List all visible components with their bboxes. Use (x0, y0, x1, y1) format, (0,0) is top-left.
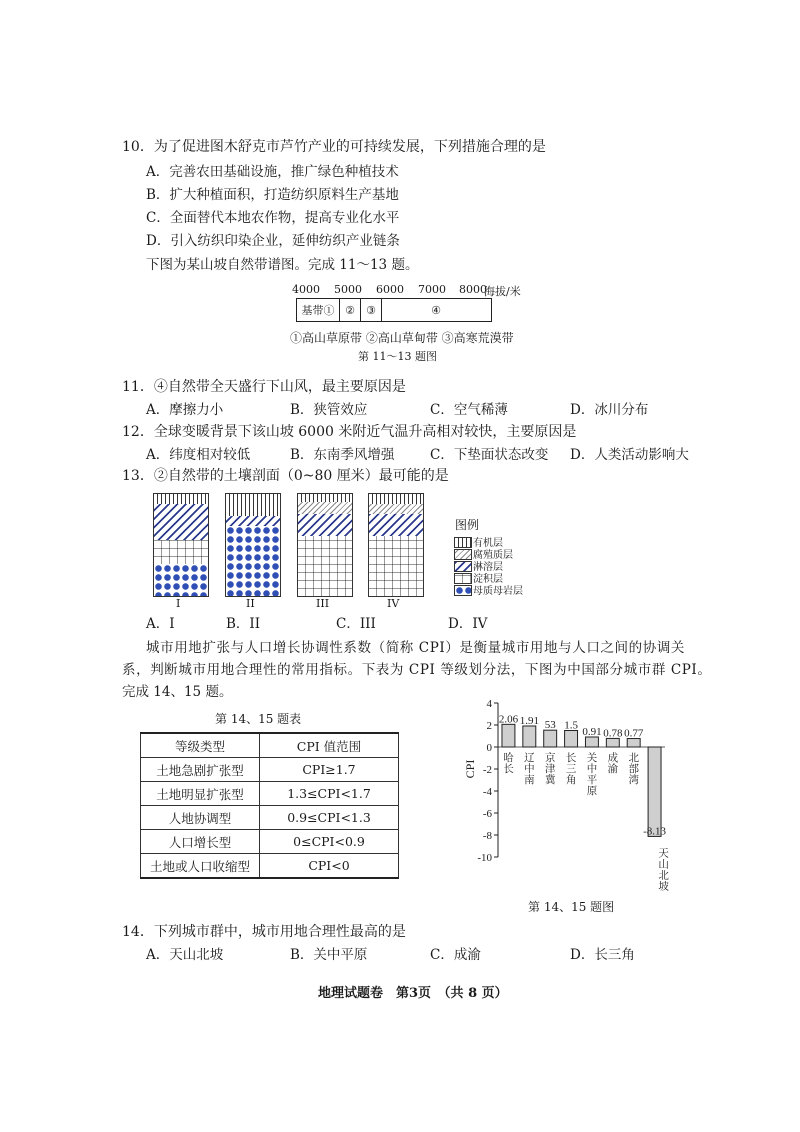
q12-option-b: B．东南季风增强 (290, 447, 395, 463)
bar (585, 737, 598, 747)
band-4: ④ (431, 303, 441, 317)
category-label: 长三角 (565, 753, 577, 786)
y-tick-label: -6 (482, 808, 492, 820)
layer-leaching (226, 516, 280, 526)
category-label: 哈长 (503, 753, 514, 775)
table-row (141, 830, 399, 854)
profile-label-3: III (316, 597, 330, 610)
bar-value-label: 0.78 (603, 727, 623, 740)
table-header-grade: 等级类型 (141, 733, 260, 758)
band-3: ③ (361, 299, 382, 321)
legend-label-leaching: 淋溶层 (473, 562, 503, 573)
layer-deposit (369, 536, 423, 596)
altitude-legend: ①高山草原带 ②高山草甸带 ③高寒荒漠带 (290, 331, 514, 345)
table-cell: CPI<0 (260, 854, 399, 879)
q10-option-c: C．全面替代本地农作物，提高专业化水平 (146, 210, 400, 226)
q14-option-c: C．成渝 (430, 947, 481, 963)
y-tick-label: -10 (477, 852, 492, 864)
table-header-range: CPI 值范围 (260, 733, 399, 758)
q11-option-c: C．空气稀薄 (430, 402, 508, 418)
cpi-grade-table (140, 732, 399, 879)
layer-organic (226, 494, 280, 516)
bar (502, 724, 515, 747)
table-cell: 土地急剧扩张型 (141, 758, 260, 782)
layer-leaching (369, 514, 423, 536)
table-row (141, 854, 399, 879)
table-cell: 0≤CPI<0.9 (260, 830, 399, 854)
q12-option-c: C．下垫面状态改变 (430, 447, 549, 463)
bar (606, 738, 619, 747)
layer-humus (369, 504, 423, 514)
band-base-1: 基带① (297, 299, 340, 321)
legend-swatch-organic (454, 537, 472, 548)
legend-label-organic: 有机层 (473, 538, 503, 549)
soil-profile-4 (368, 493, 424, 597)
table-header-row (141, 733, 399, 758)
q11-option-d: D．冰川分布 (570, 402, 649, 418)
layer-parent (226, 526, 280, 596)
q11-option-b: B．狭管效应 (290, 402, 368, 418)
legend-swatch-leaching (454, 561, 472, 572)
bar (648, 747, 661, 836)
q14-option-d: D．长三角 (570, 947, 635, 963)
q10-option-b: B．扩大种植面积，打造纺织原料生产基地 (146, 187, 399, 203)
table-cell: 土地明显扩张型 (141, 782, 260, 806)
alt-tick-4000: 4000 (292, 283, 320, 296)
table-row (141, 806, 399, 830)
alt-tick-5000: 5000 (334, 283, 362, 296)
intro-14-15-line1: 城市用地扩张与人口增长协调性系数（简称 CPI）是衡量城市用地与人口之间的协调关 (146, 640, 686, 656)
q10-option-a: A．完善农田基础设施，推广绿色种植技术 (146, 164, 399, 180)
intro-14-15-line2: 系，判断城市用地合理性的常用指标。下表为 CPI 等级划分法，下图为中国部分城市群 CPI。 (122, 662, 712, 678)
q12-option-a: A．纬度相对较低 (146, 447, 251, 463)
alt-tick-7000: 7000 (418, 283, 446, 296)
category-label: 辽中南 (524, 753, 535, 786)
y-tick-label: -4 (482, 786, 492, 798)
q13-stem: 13．②自然带的土壤剖面（0~80 厘米）最可能的是 (122, 468, 449, 484)
layer-organic (369, 494, 423, 504)
legend-label-deposit: 淀积层 (473, 574, 503, 585)
bar (544, 730, 557, 747)
y-tick-label: -2 (482, 764, 492, 776)
q11-stem: 11．④自然带全天盛行下山风，最主要原因是 (122, 379, 406, 395)
q13-option-d: D．IV (448, 616, 488, 632)
y-tick-label: 4 (486, 698, 492, 710)
bar (565, 731, 578, 748)
q10-stem: 10．为了促进图木舒克市芦竹产业的可持续发展，下列措施合理的是 (122, 139, 546, 155)
legend-swatch-parent (454, 585, 472, 596)
q13-option-a: A．I (146, 616, 175, 632)
table-cell: 人地协调型 (141, 806, 260, 830)
layer-humus (298, 502, 352, 514)
soil-profile-2 (225, 493, 281, 597)
profile-label-4: IV (387, 597, 400, 610)
chart-caption: 第 14、15 题图 (528, 900, 615, 914)
layer-leaching (298, 514, 352, 536)
y-axis-label: CPI (463, 759, 477, 779)
layer-leaching (154, 504, 208, 540)
q13-option-c: C．III (336, 616, 376, 632)
table-row (141, 758, 399, 782)
layer-parent (154, 564, 208, 596)
q11-option-a: A．摩擦力小 (146, 402, 224, 418)
bar-value-label: 1.5 (564, 719, 578, 732)
alt-tick-8000: 8000 (459, 283, 487, 296)
category-label: 成渝 (607, 753, 619, 775)
layer-deposit (298, 536, 352, 596)
q12-option-d: D．人类活动影响大 (570, 447, 689, 463)
category-label: 关中平原 (586, 753, 598, 797)
table-cell: 1.3≤CPI<1.7 (260, 782, 399, 806)
bar-value-label: 0.77 (624, 727, 644, 740)
band-2: ② (340, 299, 361, 321)
soil-profile-3 (297, 493, 353, 597)
q12-stem: 12．全球变暖背景下该山坡 6000 米附近气温升高相对较快，主要原因是 (122, 424, 577, 440)
table-caption: 第 14、15 题表 (215, 712, 302, 726)
altitude-band-box (296, 298, 492, 322)
y-tick-label: 2 (486, 720, 492, 732)
q14-option-a: A．天山北坡 (146, 947, 224, 963)
bar (523, 726, 536, 747)
legend-swatch-deposit (454, 573, 472, 584)
profile-label-2: II (246, 597, 255, 610)
table-cell: CPI≥1.7 (260, 758, 399, 782)
intro-14-15-line3: 完成 14、15 题。 (122, 684, 233, 700)
table-cell: 土地或人口收缩型 (141, 854, 260, 879)
layer-organic (154, 494, 208, 504)
altitude-caption: 第 11～13 题图 (358, 350, 437, 363)
page-footer: 地理试题卷 第3页 （共 8 页） (318, 986, 508, 1001)
layer-organic (298, 494, 352, 502)
legend-swatch-humus (454, 549, 472, 560)
profile-label-1: I (176, 597, 181, 610)
category-label: 京津冀 (544, 753, 556, 786)
category-label: 天山北坡 (658, 848, 669, 893)
bar (627, 739, 640, 747)
table-cell: 0.9≤CPI<1.3 (260, 806, 399, 830)
layer-deposit (154, 540, 208, 564)
cpi-bar-chart (460, 695, 670, 895)
bar-value-label: 2.06 (498, 713, 519, 726)
q13-option-b: B．II (226, 616, 261, 632)
table-cell: 人口增长型 (141, 830, 260, 854)
q14-stem: 14．下列城市群中，城市用地合理性最高的是 (122, 924, 406, 940)
bar-value-label: 0.91 (582, 725, 602, 738)
intro-11-13: 下图为某山坡自然带谱图。完成 11～13 题。 (146, 257, 419, 273)
legend-label-parent: 母质母岩层 (473, 586, 523, 597)
bar-value-label: 1.91 (519, 714, 539, 727)
q10-option-d: D．引入纺织印染企业，延伸纺织产业链条 (146, 233, 400, 249)
category-label: 北部湾 (628, 753, 639, 786)
alt-tick-6000: 6000 (376, 283, 404, 296)
legend-label-humus: 腐殖质层 (473, 550, 513, 561)
alt-unit: 海拔/米 (484, 285, 521, 298)
table-row (141, 782, 399, 806)
bar-value-label: -8.13 (643, 825, 667, 838)
q14-option-b: B．关中平原 (290, 947, 368, 963)
y-tick-label: -8 (482, 830, 492, 842)
bar-value-label: 53 (544, 719, 556, 732)
legend-title: 图例 (455, 518, 480, 532)
y-tick-label: 0 (486, 742, 492, 754)
soil-profile-1 (153, 493, 209, 597)
